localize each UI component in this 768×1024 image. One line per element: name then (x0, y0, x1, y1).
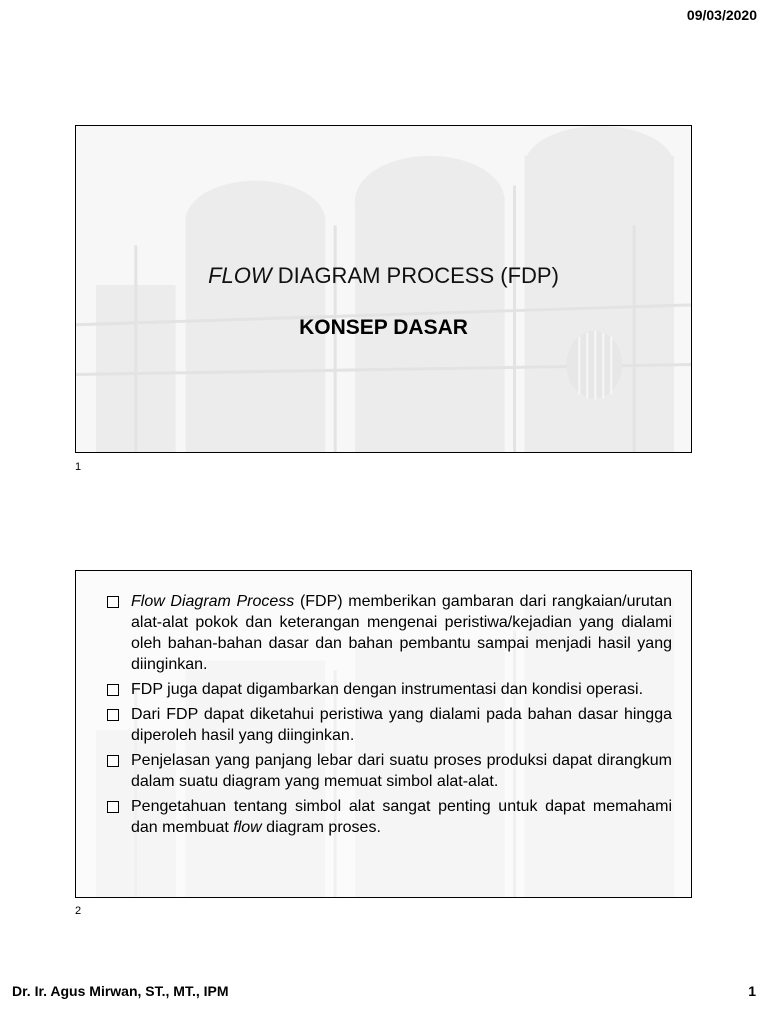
bullet-2-text: FDP juga dapat digambarkan dengan instrumentasi dan kondisi operasi. (131, 681, 644, 698)
slide-number-2: 2 (75, 905, 82, 917)
bullet-4-text: Penjelasan yang panjang lebar dari suatu proses produksi dapat dirangkum dalam suatu diagram yang memuat simbol alat-alat. (131, 752, 672, 790)
slide-title-italic: FLOW (208, 263, 272, 288)
bullet-item-4 (106, 750, 672, 792)
slide-number-1: 1 (75, 461, 82, 473)
industrial-plant-background (76, 126, 691, 452)
checkbox-bullet-icon (107, 755, 119, 767)
slide-title (76, 263, 691, 289)
checkbox-bullet-icon (107, 684, 119, 696)
slide-title-rest: DIAGRAM PROCESS (FDP) (271, 263, 559, 288)
checkbox-bullet-icon (107, 709, 119, 721)
bullet-1-italic: Flow Diagram Process (131, 593, 295, 610)
bullet-5-text-after: diagram proses. (261, 819, 381, 836)
footer-page-number: 1 (748, 983, 756, 999)
bullet-5-text-before: Pengetahuan tentang simbol alat sangat penting untuk dapat memahami dan membuat (131, 798, 672, 836)
checkbox-bullet-icon (107, 596, 119, 608)
bullet-1-text: (FDP) memberikan gambaran dari rangkaian/urutan alat-alat pokok dan keterangan mengenai peristiwa/kejadian yang dialami oleh bahan-bahan dasar dan bahan pembantu sampai menjadi hasil yang diinginkan. (131, 593, 672, 673)
checkbox-bullet-icon (107, 801, 119, 813)
bullet-5-italic: flow (233, 819, 262, 836)
bullet-list (106, 591, 672, 842)
bullet-3-text: Dari FDP dapat diketahui peristiwa yang dialami pada bahan dasar hingga diperoleh hasil yang diinginkan. (131, 706, 672, 744)
slide-1 (75, 125, 692, 453)
slide-subtitle: KONSEP DASAR (299, 316, 468, 339)
bullet-item-5 (106, 796, 672, 838)
page-date: 09/03/2020 (686, 7, 757, 23)
bullet-item-1 (106, 591, 672, 675)
bullet-item-3 (106, 704, 672, 746)
bullet-item-2 (106, 679, 672, 700)
slide-2 (75, 570, 692, 898)
footer-author: Dr. Ir. Agus Mirwan, ST., MT., IPM (12, 983, 229, 999)
